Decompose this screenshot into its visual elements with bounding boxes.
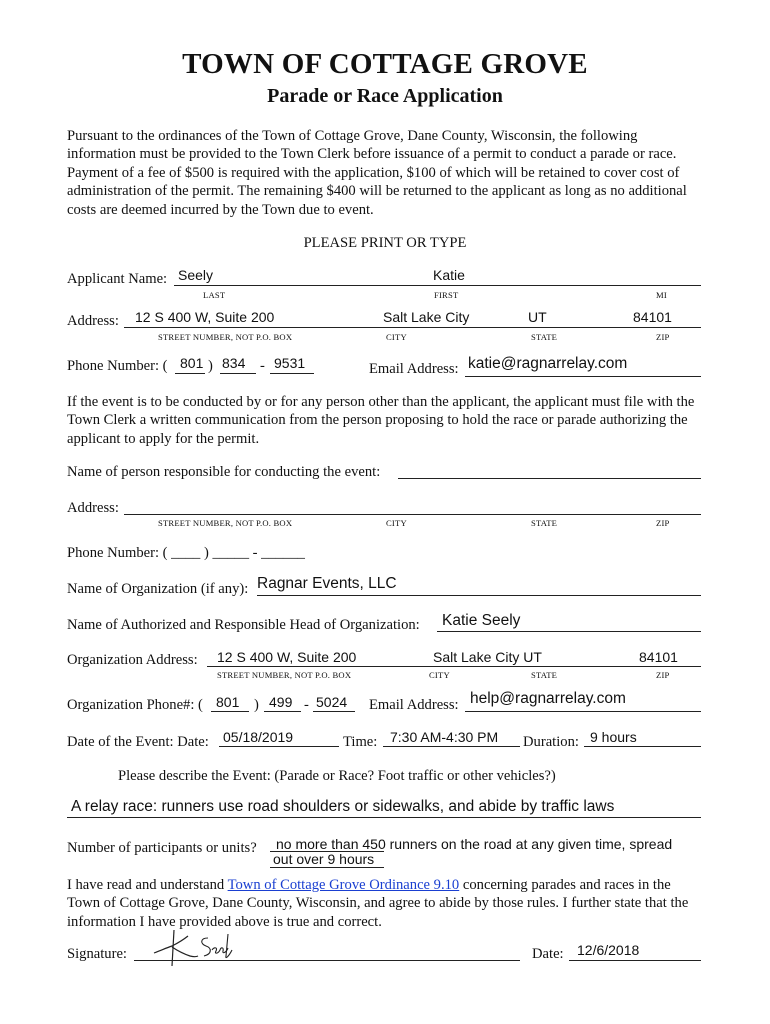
signature-date-label: Date: [532, 946, 564, 962]
applicant-city[interactable]: Salt Lake City [383, 309, 470, 325]
event-date[interactable]: 05/18/2019 [223, 729, 294, 745]
caption-state-2: STATE [531, 518, 558, 528]
event-duration-underline [584, 746, 701, 747]
organization-zip[interactable]: 84101 [639, 649, 678, 665]
applicant-name-label: Applicant Name: [67, 271, 168, 287]
organization-email-label: Email Address: [369, 697, 459, 713]
print-notice: PLEASE PRINT OR TYPE [303, 235, 467, 251]
page-subtitle: Parade or Race Application [267, 85, 503, 107]
applicant-state[interactable]: UT [528, 309, 547, 325]
participants-line2-underline [270, 867, 384, 868]
event-time-underline [383, 746, 520, 747]
applicant-phone-prefix-underline [220, 373, 256, 374]
organization-phone-line-underline [313, 711, 355, 712]
responsible-address-label: Address: [67, 500, 119, 516]
organization-phone-area[interactable]: 801 [216, 694, 240, 710]
applicant-zip[interactable]: 84101 [633, 309, 672, 325]
applicant-email-underline [465, 376, 701, 377]
organization-address-underline [207, 666, 701, 667]
signature-label: Signature: [67, 946, 127, 962]
intro-paragraph: Pursuant to the ordinances of the Town of Cottage Grove, Dane County, Wisconsin, the following information must be provided to the Town Clerk before issuance of a permit to conduct a parade or race. Payment of a fee of $500 is required with the application, $100 of which will be retained to cover cost of administration of the permit. The remaining $400 will be returned to the applicant as long as no additional costs are deemed incurred by the Town due to event. [67, 128, 687, 218]
organization-name-underline [257, 595, 701, 596]
applicant-first-name[interactable]: Katie [433, 267, 465, 283]
organization-head-underline [437, 631, 701, 632]
agreement-text-rest: Town of Cottage Grove, Dane County, Wisconsin, and agree to abide by those rules. I further state that the information I have provided above is true and correct. [67, 895, 689, 930]
caption-street-3: STREET NUMBER, NOT P.O. BOX [217, 670, 352, 680]
responsible-address-underline[interactable] [124, 514, 701, 515]
applicant-phone-line-underline [270, 373, 314, 374]
participants-line2[interactable]: out over 9 hours [273, 851, 375, 867]
organization-phone-dash: - [304, 697, 309, 713]
organization-phone-prefix[interactable]: 499 [269, 694, 293, 710]
event-duration[interactable]: 9 hours [590, 729, 637, 745]
applicant-last-name[interactable]: Seely [178, 267, 214, 283]
event-time-label: Time: [343, 734, 378, 750]
caption-zip-2: ZIP [656, 518, 670, 528]
caption-state: STATE [531, 332, 558, 342]
ordinance-link[interactable]: Town of Cottage Grove Ordinance 9.10 [227, 877, 460, 893]
caption-street: STREET NUMBER, NOT P.O. BOX [158, 332, 293, 342]
applicant-email[interactable]: katie@ragnarrelay.com [468, 355, 628, 372]
participants-line1[interactable]: no more than 450 runners on the road at any given time, spread [276, 836, 673, 852]
organization-head-label: Name of Authorized and Responsible Head of Organization: [67, 617, 420, 633]
signature-date-underline [569, 960, 701, 961]
event-description[interactable]: A relay race: runners use road shoulders or sidewalks, and abide by traffic laws [71, 798, 615, 815]
applicant-phone-prefix[interactable]: 834 [222, 355, 246, 371]
applicant-phone-area[interactable]: 801 [180, 355, 204, 371]
organization-phone-prefix-underline [264, 711, 301, 712]
responsible-name-underline[interactable] [398, 478, 701, 479]
handwritten-signature[interactable] [150, 926, 235, 970]
organization-phone-label: Organization Phone#: ( [67, 697, 203, 713]
organization-phone-close-paren: ) [254, 697, 259, 713]
applicant-name-underline [174, 285, 701, 286]
responsible-name-label: Name of person responsible for conducting the event: [67, 464, 381, 480]
applicant-phone-label: Phone Number: ( [67, 358, 168, 374]
event-duration-label: Duration: [523, 734, 579, 750]
caption-city-2: CITY [386, 518, 407, 528]
applicant-street[interactable]: 12 S 400 W, Suite 200 [135, 309, 275, 325]
signature-date[interactable]: 12/6/2018 [577, 942, 640, 958]
event-date-label: Date of the Event: Date: [67, 734, 209, 750]
organization-street[interactable]: 12 S 400 W, Suite 200 [217, 649, 357, 665]
agreement-paragraph [67, 876, 707, 931]
agreement-text-before: I have read and understand [67, 877, 225, 893]
caption-city: CITY [386, 332, 407, 342]
event-describe-prompt: Please describe the Event: (Parade or Race? Foot traffic or other vehicles?) [118, 768, 556, 784]
applicant-phone-area-underline [175, 373, 205, 374]
organization-address-label: Organization Address: [67, 652, 198, 668]
applicant-phone-close-paren: ) [208, 358, 213, 374]
caption-last: LAST [203, 290, 226, 300]
organization-name-label: Name of Organization (if any): [67, 581, 249, 597]
organization-email[interactable]: help@ragnarrelay.com [470, 690, 626, 707]
page-title: TOWN OF COTTAGE GROVE [182, 48, 588, 80]
responsible-phone-label[interactable]: Phone Number: ( ____ ) _____ - ______ [67, 545, 305, 561]
organization-phone-line[interactable]: 5024 [316, 694, 348, 710]
caption-street-2: STREET NUMBER, NOT P.O. BOX [158, 518, 293, 528]
caption-zip-3: ZIP [656, 670, 670, 680]
event-date-underline [219, 746, 339, 747]
agreement-text-after: concerning parades and races in the [462, 877, 671, 893]
organization-head[interactable]: Katie Seely [442, 612, 521, 629]
event-description-underline [67, 817, 701, 818]
caption-city-3: CITY [429, 670, 450, 680]
organization-phone-area-underline [211, 711, 249, 712]
caption-state-3: STATE [531, 670, 558, 680]
applicant-phone-dash: - [260, 358, 265, 374]
organization-name[interactable]: Ragnar Events, LLC [257, 575, 397, 592]
caption-mi: MI [656, 290, 667, 300]
applicant-address-underline [124, 327, 701, 328]
organization-email-underline [465, 711, 701, 712]
applicant-address-label: Address: [67, 313, 119, 329]
caption-first: FIRST [434, 290, 459, 300]
organization-city-state[interactable]: Salt Lake City UT [433, 649, 542, 665]
applicant-phone-line[interactable]: 9531 [274, 355, 306, 371]
applicant-email-label: Email Address: [369, 361, 459, 377]
responsible-paragraph: If the event is to be conducted by or for any person other than the applicant, the applicant must file with the Town Clerk a written communication from the person proposing to hold the race or parade authorizing the applicant to apply for the permit. [67, 394, 695, 447]
caption-zip: ZIP [656, 332, 670, 342]
participants-label: Number of participants or units? [67, 840, 257, 856]
event-time[interactable]: 7:30 AM-4:30 PM [390, 729, 499, 745]
